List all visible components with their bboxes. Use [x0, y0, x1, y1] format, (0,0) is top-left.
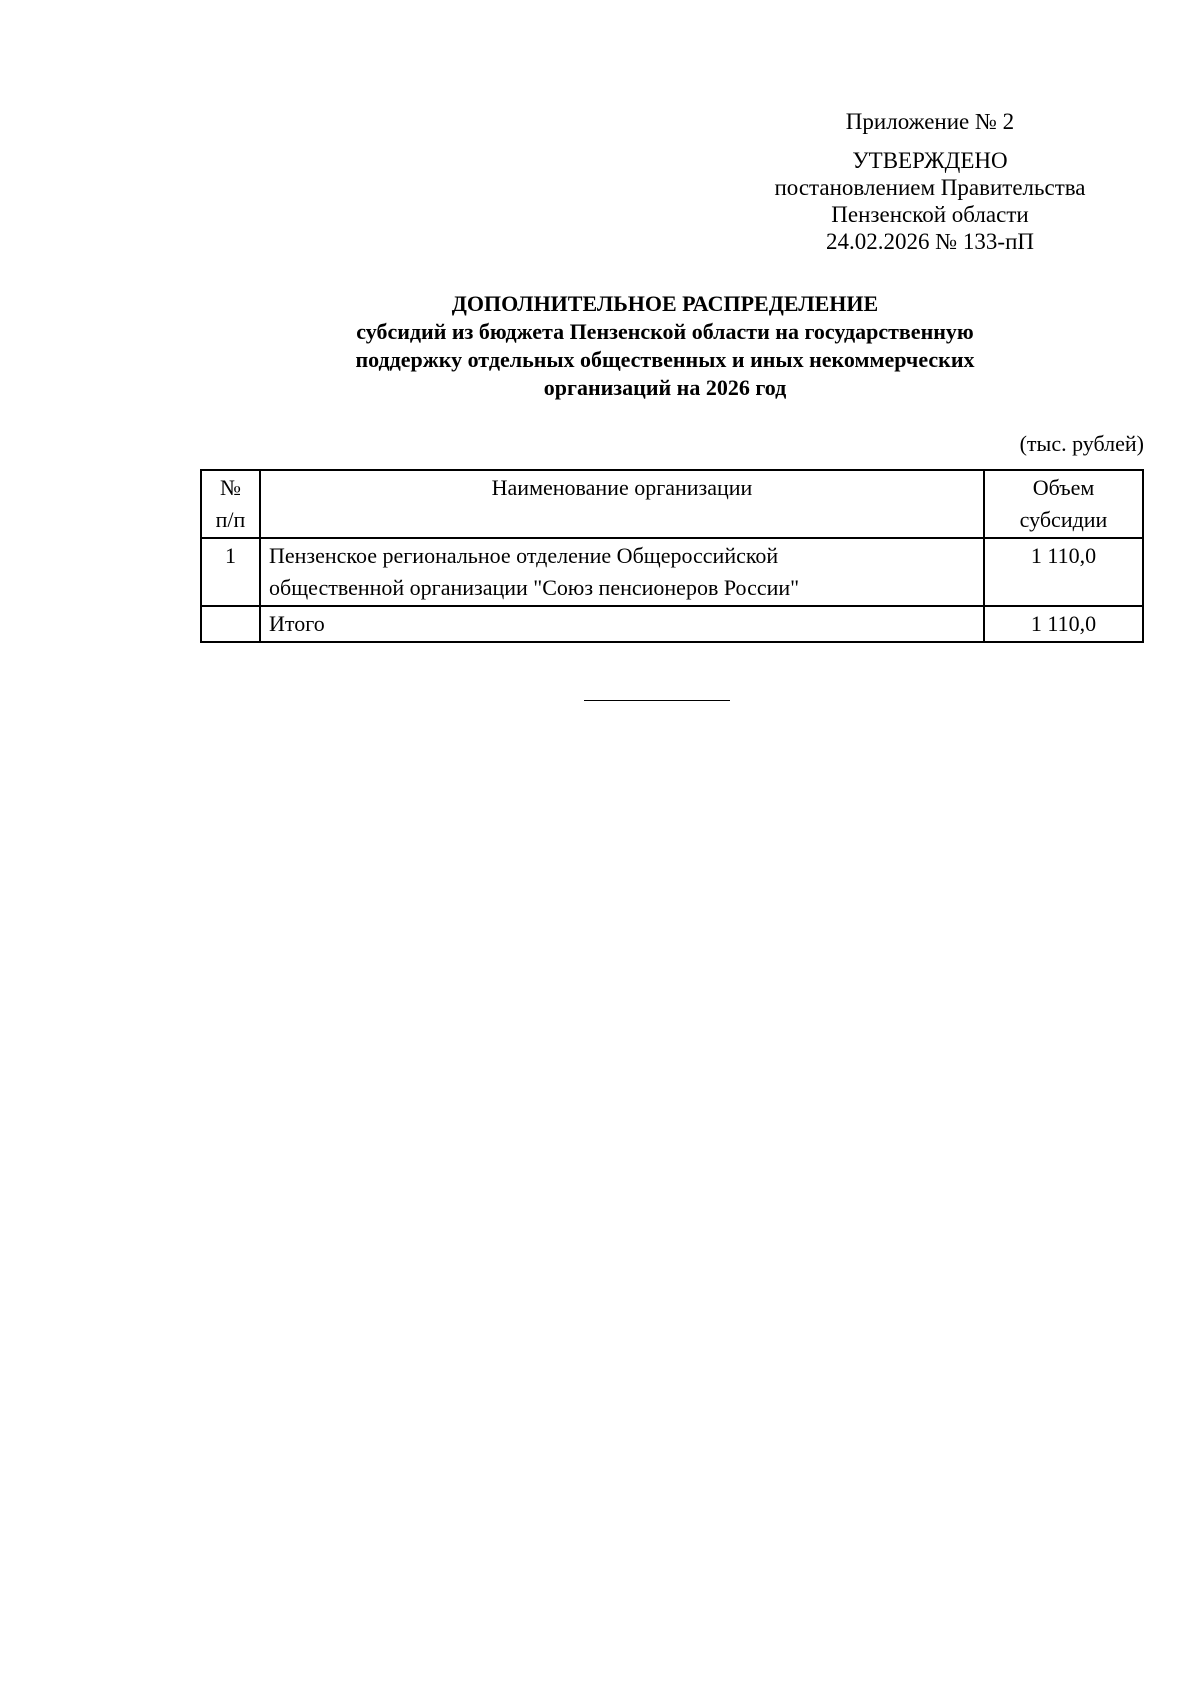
total-row	[201, 606, 1143, 642]
approval-region: Пензенской области	[831, 202, 1029, 227]
total-volume: 1 110,0	[984, 606, 1143, 642]
units-note: (тыс. рублей)	[1019, 431, 1144, 456]
total-number	[201, 606, 260, 642]
annex-number: Приложение № 2	[845, 109, 1015, 134]
table-row	[201, 538, 1143, 606]
approval-status: УТВЕРЖДЕНО	[852, 148, 1008, 173]
header-volume-line-1: Объем	[1032, 475, 1095, 500]
document-title	[200, 290, 1130, 402]
title-line-3: поддержку отдельных общественных и иных некоммерческих	[355, 347, 975, 372]
allocation-table	[200, 469, 1144, 643]
approval-date-number: 24.02.2026 № 133-пП	[825, 229, 1035, 254]
row-number: 1	[201, 538, 260, 606]
title-line-1: ДОПОЛНИТЕЛЬНОЕ РАСПРЕДЕЛЕНИЕ	[451, 291, 879, 316]
header-volume-line-2: субсидии	[1019, 507, 1108, 532]
total-label: Итого	[260, 606, 984, 642]
row-organization	[260, 538, 984, 606]
table-header-row	[201, 470, 1143, 538]
header-number-line-1: №	[220, 475, 241, 500]
end-of-document-line	[584, 700, 730, 701]
header-organization: Наименование организации	[260, 470, 984, 538]
row-organization-line-1: Пензенское региональное отделение Общероссийской	[269, 543, 779, 568]
approval-authority: постановлением Правительства	[774, 175, 1086, 200]
header-number	[201, 470, 260, 538]
title-line-4: организаций на 2026 год	[543, 375, 787, 400]
row-organization-line-2: общественной организации "Союз пенсионеров России"	[269, 575, 800, 600]
title-line-2: субсидий из бюджета Пензенской области на государственную	[356, 319, 974, 344]
header-number-line-2: п/п	[215, 507, 246, 532]
row-volume: 1 110,0	[984, 538, 1143, 606]
header-volume	[984, 470, 1143, 538]
approval-block	[720, 108, 1140, 255]
